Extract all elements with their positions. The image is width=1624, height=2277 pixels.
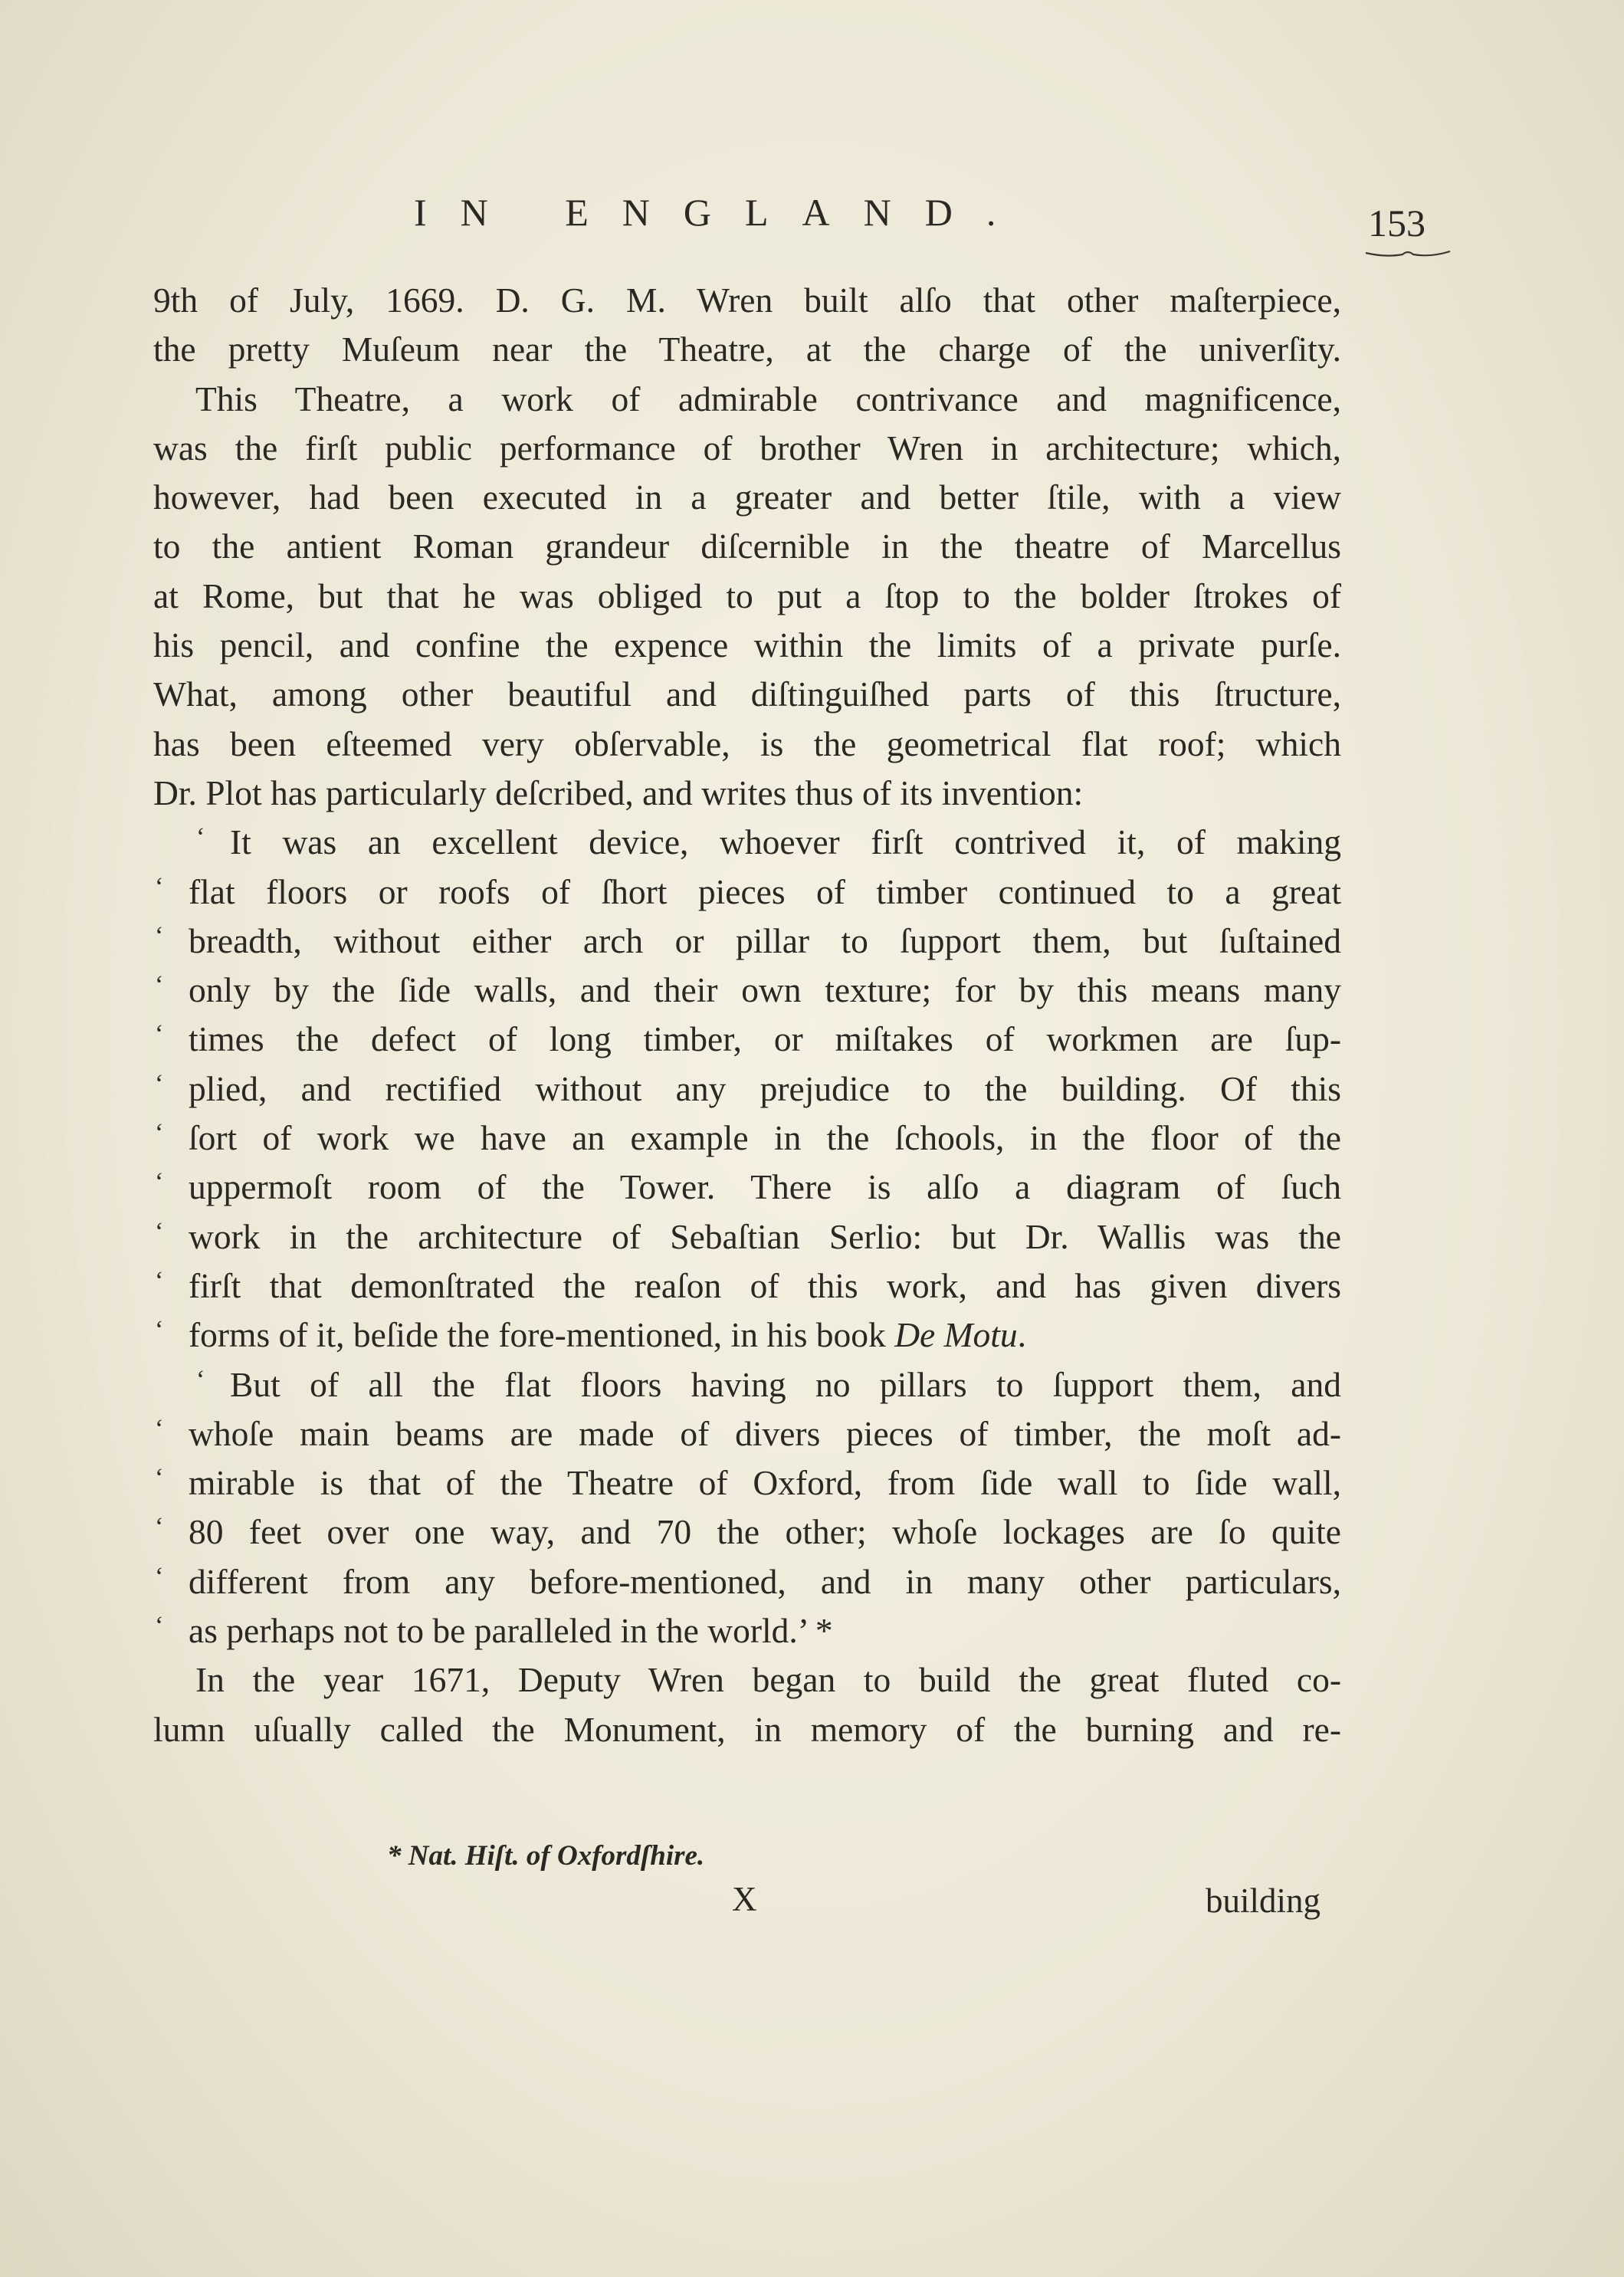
text-line: 9th of July, 1669. D. G. M. Wren built alſo that other maſterpiece, xyxy=(153,281,1341,320)
quote-mark: ‘ xyxy=(155,1266,164,1295)
quote-text-end: . xyxy=(1017,1315,1027,1355)
quote-line xyxy=(153,1015,1341,1064)
quote-text: 80 feet over one way, and 70 the other; whoſe lockages are ſo quite xyxy=(189,1512,1341,1552)
page-number: 153 xyxy=(1368,202,1426,244)
quote-line xyxy=(153,1557,1341,1606)
quote-line xyxy=(153,1311,1341,1360)
running-head: IN ENGLAND. xyxy=(414,191,1030,234)
quote-mark: ‘ xyxy=(196,1365,205,1394)
quote-mark: ‘ xyxy=(155,1612,164,1641)
quote-mark: ‘ xyxy=(155,872,164,901)
quote-line xyxy=(153,1065,1341,1114)
quote-line xyxy=(153,1212,1341,1262)
body-text xyxy=(153,276,1341,1754)
quote-text: plied, and rectified without any prejudice to the building. Of this xyxy=(189,1068,1341,1108)
quote-line xyxy=(153,1409,1341,1458)
footnote: * Nat. Hiſt. of Oxfordſhire. xyxy=(387,1840,705,1872)
text-line: was the firſt public performance of brother Wren in architecture; which, xyxy=(153,428,1341,468)
quote-text: forms of it, beſide the fore-mentioned, in his book xyxy=(189,1315,895,1355)
quote-mark: ‘ xyxy=(155,1464,164,1493)
quote-line xyxy=(153,818,1341,867)
quote-mark: ‘ xyxy=(155,1069,164,1098)
quote-text: as perhaps not to be paralleled in the world.’ * xyxy=(189,1611,833,1651)
text-line: however, had been executed in a greater and better ſtile, with a view xyxy=(153,477,1341,517)
quote-line xyxy=(153,917,1341,966)
catchword: building xyxy=(1206,1882,1321,1920)
quote-text: breadth, without either arch or pillar to ſupport them, but ſuſtained xyxy=(189,920,1341,960)
text-line: to the antient Roman grandeur diſcernible in the theatre of Marcellus xyxy=(153,527,1341,566)
quote-text: whoſe main beams are made of divers pieces of timber, the moſt ad- xyxy=(189,1413,1341,1453)
quote-line xyxy=(153,966,1341,1015)
quote-text: times the defect of long timber, or miſtakes of workmen are ſup- xyxy=(189,1019,1341,1059)
quote-text: It was an excellent device, whoever firſt contrived it, of making xyxy=(230,822,1341,862)
quote-text: work in the architecture of Sebaſtian Serlio: but Dr. Wallis was the xyxy=(189,1216,1341,1256)
text-line: his pencil, and confine the expence within the limits of a private purſe. xyxy=(153,625,1341,665)
quote-mark: ‘ xyxy=(196,823,205,852)
quote-line xyxy=(153,1508,1341,1557)
quote-text: mirable is that of the Theatre of Oxford, from ſide wall to ſide wall, xyxy=(189,1463,1341,1503)
paragraph-first-line: In the year 1671, Deputy Wren began to build the great fluted co- xyxy=(195,1660,1341,1700)
quote-text: uppermoſt room of the Tower. There is alſo a diagram of ſuch xyxy=(189,1167,1341,1207)
text-line: Dr. Plot has particularly deſcribed, and writes thus of its invention: xyxy=(153,773,1084,812)
text-line: the pretty Muſeum near the Theatre, at the charge of the univerſity. xyxy=(153,330,1341,369)
book-title: De Motu xyxy=(894,1315,1018,1355)
quote-line xyxy=(153,1360,1341,1409)
quote-text: firſt that demonſtrated the reaſon of this work, and has given divers xyxy=(189,1265,1341,1305)
quote-line xyxy=(153,1458,1341,1508)
quote-line xyxy=(153,1114,1341,1163)
quote-line xyxy=(153,1163,1341,1212)
quote-mark: ‘ xyxy=(155,921,164,950)
quote-text: flat floors or roofs of ſhort pieces of timber continued to a great xyxy=(189,871,1341,911)
quote-line xyxy=(153,1262,1341,1311)
quote-text: ſort of work we have an example in the ſchools, in the floor of the xyxy=(189,1118,1341,1158)
text-line: has been eſteemed very obſervable, is the geometrical flat roof; which xyxy=(153,723,1341,763)
quote-mark: ‘ xyxy=(155,1119,164,1148)
paragraph-first-line: This Theatre, a work of admirable contrivance and magnificence, xyxy=(195,379,1341,418)
quote-mark: ‘ xyxy=(155,1562,164,1591)
quote-line xyxy=(153,1606,1341,1655)
quote-mark: ‘ xyxy=(155,1168,164,1197)
quote-text: only by the ſide walls, and their own texture; for by this means many xyxy=(189,970,1341,1010)
quote-mark: ‘ xyxy=(155,1020,164,1049)
signature-mark: X xyxy=(732,1880,757,1918)
quote-mark: ‘ xyxy=(155,971,164,1000)
text-line: What, among other beautiful and diſtinguiſhed parts of this ſtructure, xyxy=(153,674,1341,714)
quote-mark: ‘ xyxy=(155,1217,164,1246)
quote-mark: ‘ xyxy=(155,1414,164,1443)
quote-mark: ‘ xyxy=(155,1513,164,1542)
quote-mark: ‘ xyxy=(155,1316,164,1345)
quote-line xyxy=(153,868,1341,917)
quote-text: different from any before-mentioned, and in many other particulars, xyxy=(189,1561,1341,1601)
quote-text: But of all the flat floors having no pillars to ſupport them, and xyxy=(230,1364,1341,1404)
page-number-flourish-icon xyxy=(1364,247,1452,261)
text-line: at Rome, but that he was obliged to put a ſtop to the bolder ſtrokes of xyxy=(153,576,1341,615)
text-line: lumn uſually called the Monument, in memory of the burning and re- xyxy=(153,1709,1341,1749)
